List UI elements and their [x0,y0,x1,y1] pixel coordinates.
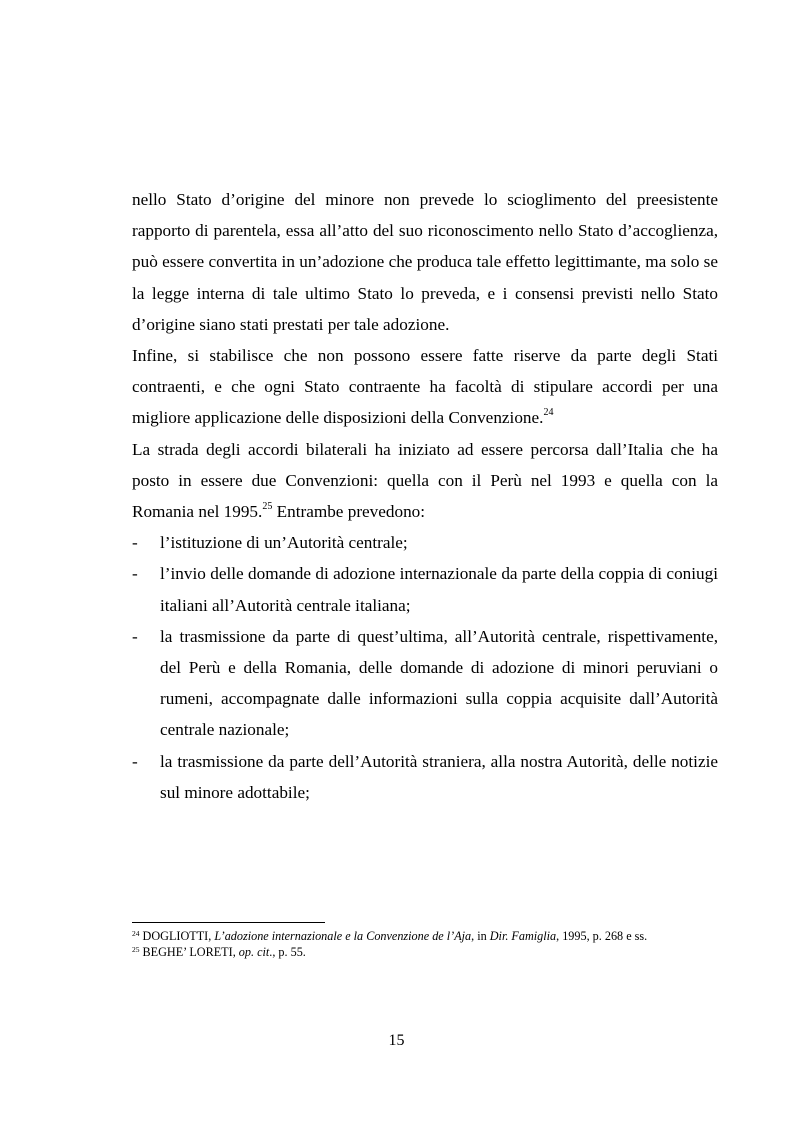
list-dash: - [132,564,138,584]
footnote-ref-24: 24 [543,407,554,419]
paragraph-bilateral: La strada degli accordi bilaterali ha iniziato ad essere percorsa dall’Italia che ha posto in essere due Convenzioni: quella con il Perù nel 1993 e quella con la Romania nel 1995.25 Entrambe prevedono: [132,439,718,522]
footnote-24: $^{24}$ DOGLIOTTI, L’adozione internazionale e la Convenzione de l’Aja, in Dir. Famiglia, 1995, p. 268 e ss. [132,929,648,943]
body-text [132,184,718,808]
paragraph-reservations: Infine, si stabilisce che non possono essere fatte riserve da parte degli Stati contraenti, e che ogni Stato contraente ha facoltà di stipulare accordi per una migliore applicazione delle disposizioni della Convenzione.$^{24}$ [132,346,718,428]
list-dash: - [132,626,138,646]
footnote-ref-25: 25 [262,501,273,513]
list-item: - la trasmissione da parte di quest’ultima, all’Autorità centrale, rispettivamente, del Perù e della Romania, delle domande di adozione di minori peruviani o rumeni, accompagnate dalle informazioni sulla coppia acquisite dall’Autorità centrale nazionale; [132,621,718,746]
footnote-25: $^{25}$ BEGHE’ LORETI, op. cit., p. 55. [132,945,306,959]
list-item: - l’invio delle domande di adozione internazionale da parte della coppia di coniugi italiani all’Autorità centrale italiana; [132,558,718,620]
list-item: - l’istituzione di un’Autorità centrale; [132,527,718,558]
footnotes [132,928,732,960]
page-number: 15 [388,1032,405,1049]
footnote-separator [132,922,325,923]
list-dash: - [132,751,138,771]
list-item: - la trasmissione da parte dell’Autorità straniera, alla nostra Autorità, delle notizie sul minore adottabile; [132,746,718,808]
paragraph-continuation: nello Stato d’origine del minore non prevede lo scioglimento del preesistente rapporto di parentela, essa all’atto del suo riconoscimento nello Stato d’accoglienza, può essere convertita in un’adozione che produca tale effetto legittimante, ma solo se la legge interna di tale ultimo Stato lo preveda, e i consensi previsti nello Stato d’origine siano stati prestati per tale adozione. [132,190,718,334]
provisions-list [132,527,718,808]
list-dash: - [132,533,138,553]
